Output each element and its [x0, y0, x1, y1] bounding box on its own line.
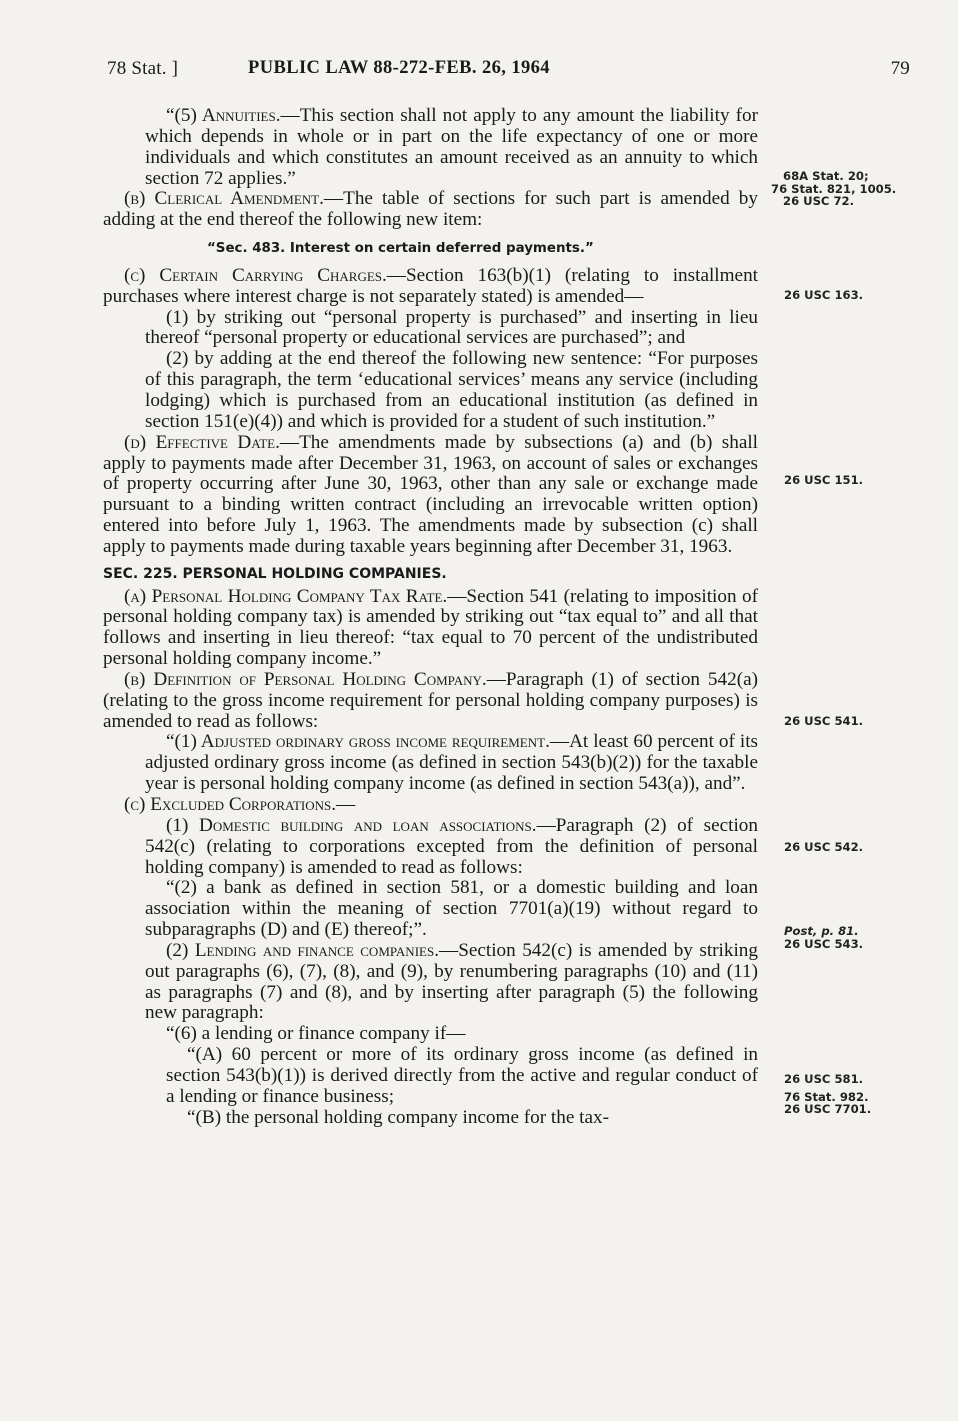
subparagraph-b: “(B) the personal holding company income for the tax- — [187, 1106, 609, 1128]
quoted-paragraph-6: “(6) a lending or finance company if— — [166, 1023, 466, 1045]
paragraph-heading: (d) Effective Date. — [124, 431, 280, 453]
paragraph-tax-rate — [103, 587, 758, 670]
quoted-paragraph-2: “(2) a bank as defined in section 581, or a domestic building and loan association within the meaning of section 7701(a)(19) without regard to subparagraphs (D) and (E) thereof;”. — [145, 877, 758, 941]
section-heading: SEC. 225. PERSONAL HOLDING COMPANIES. — [103, 565, 447, 582]
margin-note-line: 26 USC 7701. — [784, 1102, 872, 1116]
paragraph-heading: (c) Excluded Corporations. — [124, 794, 337, 815]
paragraph-text: — — [336, 794, 356, 815]
paragraph-annuities — [103, 106, 758, 189]
clause-2: (2) by adding at the end thereof the following new sentence: “For purposes of this paragraph, the term ‘educational services’ means any service (including lodging) which is purchased from an educational institution (as defined in section 151(e)(4)) and which is provided for a student of such institution.” — [145, 348, 758, 432]
margin-note-line: 76 Stat. 821, 1005. — [771, 181, 897, 196]
paragraph-heading: (1) Domestic building and loan associations. — [166, 814, 537, 836]
header-stat-ref: 78 Stat. ] — [107, 58, 179, 79]
body-text — [103, 106, 758, 1129]
paragraph-heading: (b) Definition of Personal Holding Company. — [124, 668, 487, 690]
paragraph-text: —Paragraph (2) of section 542(c) (relating to corporations excepted from the definition of personal holding company) is amended to read as follows: — [145, 814, 758, 878]
paragraph-definition — [103, 670, 758, 733]
paragraph-carrying-charges — [103, 266, 758, 308]
paragraph-effective-date — [103, 433, 758, 558]
paragraph-text: —This section shall not apply to any amount the liability for which depends in whole or in part on the life expectancy of one or more individuals and which constitutes an amount received as an annuity to which section 72 applies.” — [145, 105, 758, 189]
margin-note-151: 26 USC 151. — [784, 473, 864, 487]
paragraph-text: —The amendments made by subsections (a) and (b) shall apply to payments made after December 31, 1963, on account of sales or exchanges of property occurring after June 30, 1963, other than any sale or exchange made pursuant to a binding written contract (including an irrevocable written option) entered into before July 1, 1963. The amendments made by subsection (c) shall apply to payments made during taxable years beginning after December 31, 1963. — [103, 431, 758, 557]
paragraph-heading: (b) Clerical Amendment. — [124, 188, 324, 210]
margin-note-line — [784, 925, 863, 938]
subparagraph-a: “(A) 60 percent or more of its ordinary gross income (as defined in section 543(b)(1)) is derived directly from the active and regular conduct of a lending or finance business; — [166, 1044, 758, 1107]
paragraph-lending-finance — [103, 941, 758, 1024]
paragraph-text: —The table of sections for such part is amended by adding at the end thereof the following new item: — [103, 188, 758, 231]
paragraph-text: —Paragraph (1) of section 542(a) (relating to the gross income requirement for personal holding company purposes) is amended to read as follows: — [103, 668, 758, 732]
paragraph-text: —Section 163(b)(1) (relating to installment purchases where interest charge is not separately stated) is amended— — [103, 264, 758, 307]
paragraph-heading: (c) Certain Carrying Charges. — [124, 264, 387, 286]
paragraph-text: —Section 541 (relating to imposition of personal holding company tax) is amended by striking out “tax equal to” and all that follows and inserting in lieu thereof: “tax equal to 70 percent of the undistributed personal holding company income.” — [103, 585, 758, 670]
paragraph-building-loan — [103, 816, 758, 879]
paragraph-text: —Section 542(c) is amended by striking out paragraphs (6), (7), (8), and (9), by renumbering paragraphs (10) and (11) as paragraphs (7) and (8), and by inserting after paragraph (5) the following new paragraph: — [145, 939, 758, 1024]
page-number: 79 — [890, 58, 910, 79]
paragraph-clerical-amendment — [103, 189, 758, 231]
paragraph-heading: “(1) Adjusted ordinary gross income requirement. — [166, 731, 550, 753]
margin-note-italic: Post, p. 81. — [784, 924, 859, 938]
paragraph-text: —At least 60 percent of its adjusted ordinary gross income (as defined in section 543(b)(2)) for the taxable year is personal holding company income (as defined in section 543(a)), and”. — [145, 731, 759, 795]
margin-note-581 — [784, 1071, 871, 1115]
margin-note-line: 26 USC 72. — [783, 194, 855, 208]
paragraph-gross-income-req — [103, 732, 758, 795]
margin-note-line: 76 Stat. 982. — [784, 1090, 869, 1104]
margin-note-line: 68A Stat. 20; — [783, 169, 869, 183]
margin-note-541: 26 USC 541. — [784, 714, 864, 728]
paragraph-heading: “(5) Annuities. — [166, 105, 281, 126]
margin-note-543 — [784, 925, 863, 950]
margin-note-163: 26 USC 163. — [784, 288, 864, 302]
paragraph-heading: (2) Lending and finance companies. — [166, 939, 439, 961]
margin-note-line: 26 USC 543. — [784, 936, 864, 951]
margin-note-annuity — [771, 169, 897, 208]
header-title: PUBLIC LAW 88-272-FEB. 26, 1964 — [248, 58, 550, 78]
paragraph-heading: (a) Personal Holding Company Tax Rate. — [124, 585, 448, 607]
margin-note-line: 26 USC 581. — [784, 1072, 864, 1086]
paragraph-excluded-corporations — [103, 795, 758, 816]
table-item: “Sec. 483. Interest on certain deferred payments.” — [207, 241, 594, 257]
clause-1: (1) by striking out “personal property is purchased” and inserting in lieu thereof “personal property or educational services are purchased”; and — [145, 306, 758, 349]
margin-note-542: 26 USC 542. — [784, 840, 864, 854]
